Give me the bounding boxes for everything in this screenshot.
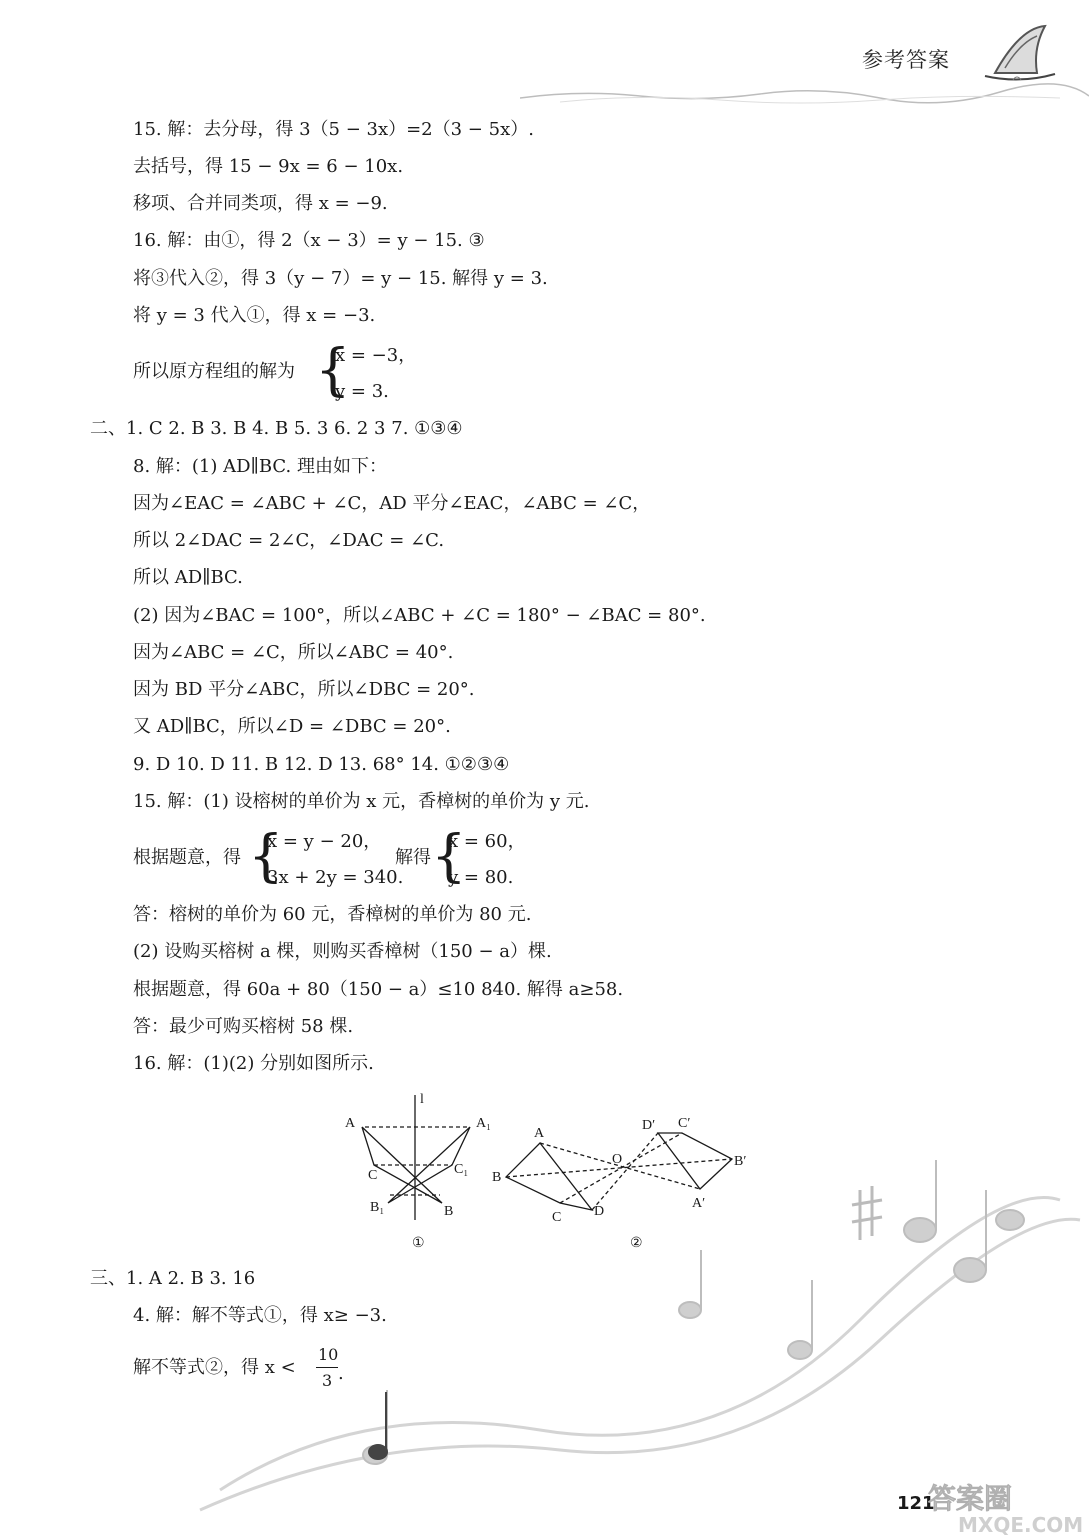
equation-system-eq1: x = y − 20，: [267, 831, 382, 852]
label-C: C: [368, 1168, 378, 1183]
answer-line: 将 y = 3 代入①，得 x = −3.: [133, 305, 376, 326]
fraction-denominator: 3: [322, 1371, 333, 1390]
label-A1: A₁: [476, 1116, 491, 1131]
label-B1: B₁: [370, 1200, 385, 1215]
label-l: l: [420, 1092, 424, 1107]
answer-line: 将③代入②，得 3（y − 7）= y − 15. 解得 y = 3.: [133, 268, 548, 289]
left-brace: {: [431, 824, 467, 889]
figure-caption-2: ②: [630, 1236, 643, 1251]
page-header-title: 参考答案: [862, 48, 950, 72]
label-D: D: [594, 1204, 605, 1219]
watermark-logo: [918, 1478, 1089, 1536]
left-brace: {: [248, 824, 284, 889]
figure-caption-1: ①: [412, 1236, 425, 1251]
answer-line-15b: 15. 解：(1) 设榕树的单价为 x 元，香樟树的单价为 y 元.: [133, 791, 590, 812]
answer-line: 解不等式②，得 x <: [133, 1357, 296, 1378]
system-solution-eq2: y = 3.: [335, 381, 389, 402]
answer-line: 所以 2∠DAC = 2∠C，∠DAC = ∠C.: [133, 530, 445, 551]
fraction-numerator: 10: [318, 1345, 339, 1364]
answer-line: (2) 设购买榕树 a 棵，则购买香樟树（150 − a）棵.: [133, 941, 552, 962]
answer-line: 根据题意，得 60a + 80（150 − a）≤10 840. 解得 a≥58.: [133, 979, 624, 1000]
label-B: B: [444, 1204, 454, 1219]
answer-line-16b: 16. 解：(1)(2) 分别如图所示.: [133, 1053, 374, 1074]
answer-line-15: 15. 解：去分母，得 3（5 − 3x）=2（3 − 5x）.: [133, 119, 534, 140]
answer-line: 移项、合并同类项，得 x = −9.: [133, 193, 388, 214]
sailboat-decoration-icon: [975, 18, 1065, 88]
answer-line-16: 16. 解：由①，得 2（x − 3）= y − 15. ③: [133, 230, 485, 251]
watermark-text-url: MXQE.COM: [958, 1513, 1084, 1536]
answer-line: 又 AD∥BC，所以∠D = ∠DBC = 20°.: [133, 716, 451, 737]
answer-line-8: 8. 解：(1) AD∥BC. 理由如下：: [133, 456, 387, 477]
equation-system-label: 根据题意，得: [133, 847, 241, 868]
label-Bprime: B′: [734, 1154, 747, 1169]
label-A: A: [534, 1126, 545, 1141]
answer-line: 答：榕树的单价为 60 元，香樟树的单价为 80 元.: [133, 904, 532, 925]
label-Aprime: A′: [692, 1196, 706, 1211]
system-solution-eq1: x = −3，: [335, 345, 417, 366]
answer-line: 答：最少可购买榕树 58 棵.: [133, 1016, 354, 1037]
label-Dprime: D′: [642, 1118, 656, 1133]
page-number: 121: [897, 1493, 935, 1514]
watermark-text-cn: 答案圈: [928, 1482, 1013, 1515]
label-C: C: [552, 1210, 562, 1225]
label-O: O: [612, 1152, 623, 1167]
answer-line: (2) 因为∠BAC = 100°，所以∠ABC + ∠C = 180° − ∠BAC = 80°.: [133, 605, 706, 626]
answer-line: 因为∠ABC = ∠C，所以∠ABC = 40°.: [133, 642, 454, 663]
section-two-choices: 二、1. C 2. B 3. B 4. B 5. 3 6. 2 3 7. ①③④: [90, 418, 463, 439]
header-wave-rule: [520, 80, 1089, 110]
label-B: B: [492, 1170, 502, 1185]
answer-line-choices: 9. D 10. D 11. B 12. D 13. 68° 14. ①②③④: [133, 754, 510, 775]
solution-eq1: x = 60，: [448, 831, 526, 852]
answer-line: 因为 BD 平分∠ABC，所以∠DBC = 20°.: [133, 679, 475, 700]
left-brace: {: [315, 338, 351, 403]
answer-line: 去括号，得 15 − 9x = 6 − 10x.: [133, 156, 404, 177]
label-A: A: [345, 1116, 356, 1131]
equation-system-eq2: 3x + 2y = 340.: [267, 867, 404, 888]
section-three-choices: 三、1. A 2. B 3. 16: [90, 1268, 256, 1289]
label-C1: C₁: [454, 1162, 469, 1177]
fraction-period: .: [338, 1363, 344, 1384]
answer-line: 所以 AD∥BC.: [133, 567, 243, 588]
answer-line: 因为∠EAC = ∠ABC + ∠C，AD 平分∠EAC，∠ABC = ∠C，: [133, 493, 651, 514]
solution-eq2: y = 80.: [448, 867, 514, 888]
answer-line-4: 4. 解：解不等式①，得 x≥ −3.: [133, 1305, 387, 1326]
solve-label: 解得: [395, 847, 431, 868]
label-Cprime: C′: [678, 1116, 691, 1131]
system-solution-label: 所以原方程组的解为: [133, 361, 295, 382]
